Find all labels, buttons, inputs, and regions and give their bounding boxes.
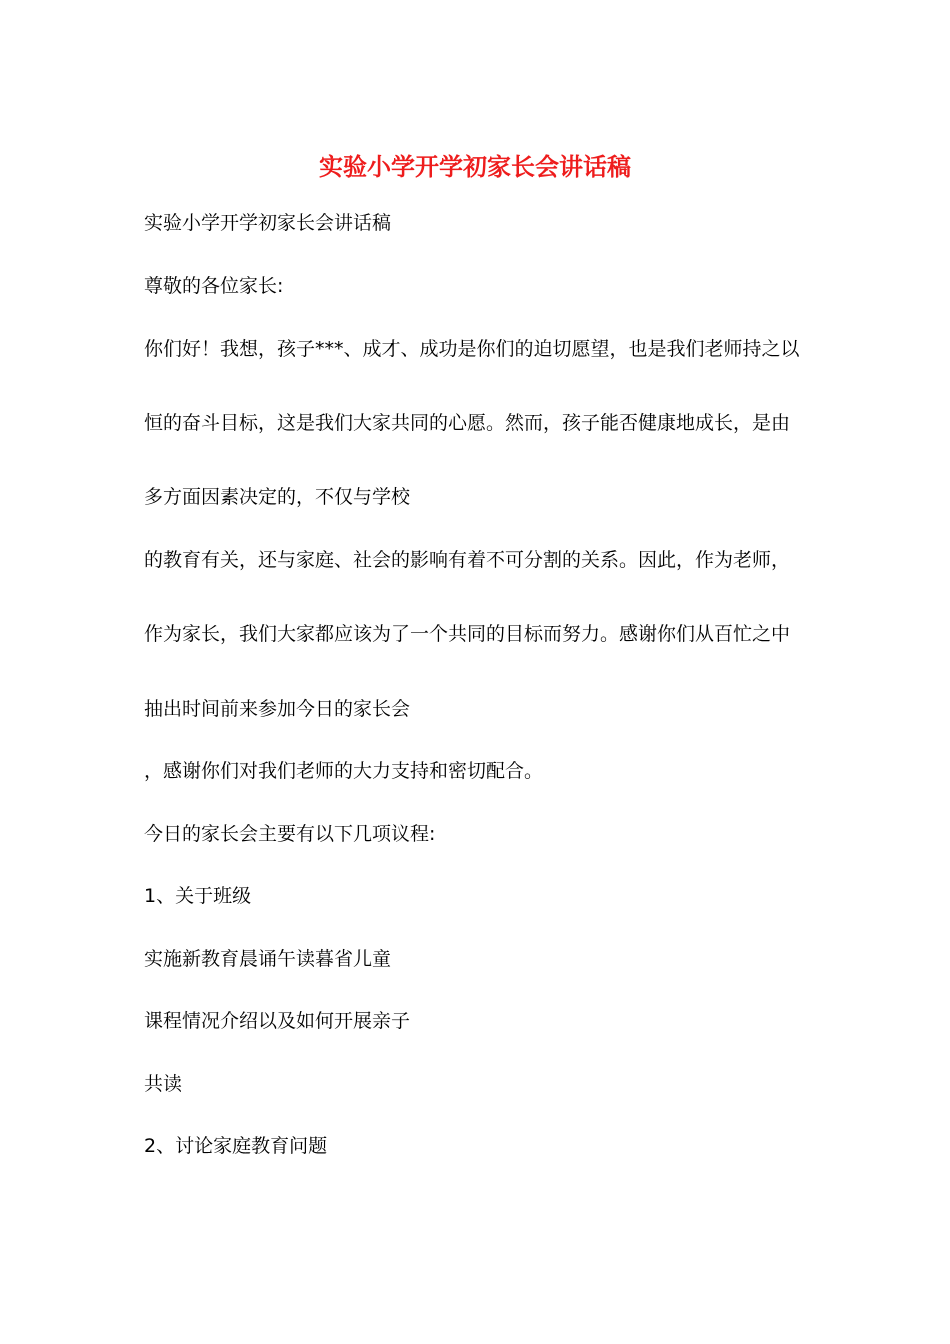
body-line: 共读 [144, 1073, 183, 1095]
body-line: 课程情况介绍以及如何开展亲子 [144, 1010, 411, 1032]
body-line: 的教育有关，还与家庭、社会的影响有着不可分割的关系。因此，作为老师， [144, 549, 791, 571]
agenda-item-1: 1、关于班级 [144, 885, 252, 907]
body-line: 实施新教育晨诵午读暮省儿童 [144, 948, 392, 970]
body-line-salutation: 尊敬的各位家长: [144, 275, 284, 297]
document-title: 实验小学开学初家长会讲话稿 [319, 152, 631, 181]
body-line: 你们好！我想，孩子***、成才、成功是你们的迫切愿望，也是我们老师持之以 [144, 338, 800, 360]
body-line-agenda-intro: 今日的家长会主要有以下几项议程: [144, 823, 436, 845]
body-line: 恒的奋斗目标，这是我们大家共同的心愿。然而，孩子能否健康地成长，是由 [144, 412, 791, 434]
body-line: ，感谢你们对我们老师的大力支持和密切配合。 [144, 760, 544, 782]
body-line: 多方面因素决定的，不仅与学校 [144, 486, 411, 508]
body-line-subtitle: 实验小学开学初家长会讲话稿 [144, 212, 392, 234]
body-line: 作为家长，我们大家都应该为了一个共同的目标而努力。感谢你们从百忙之中 [144, 623, 791, 645]
body-line: 抽出时间前来参加今日的家长会 [144, 698, 411, 720]
agenda-item-2: 2、讨论家庭教育问题 [144, 1135, 328, 1157]
